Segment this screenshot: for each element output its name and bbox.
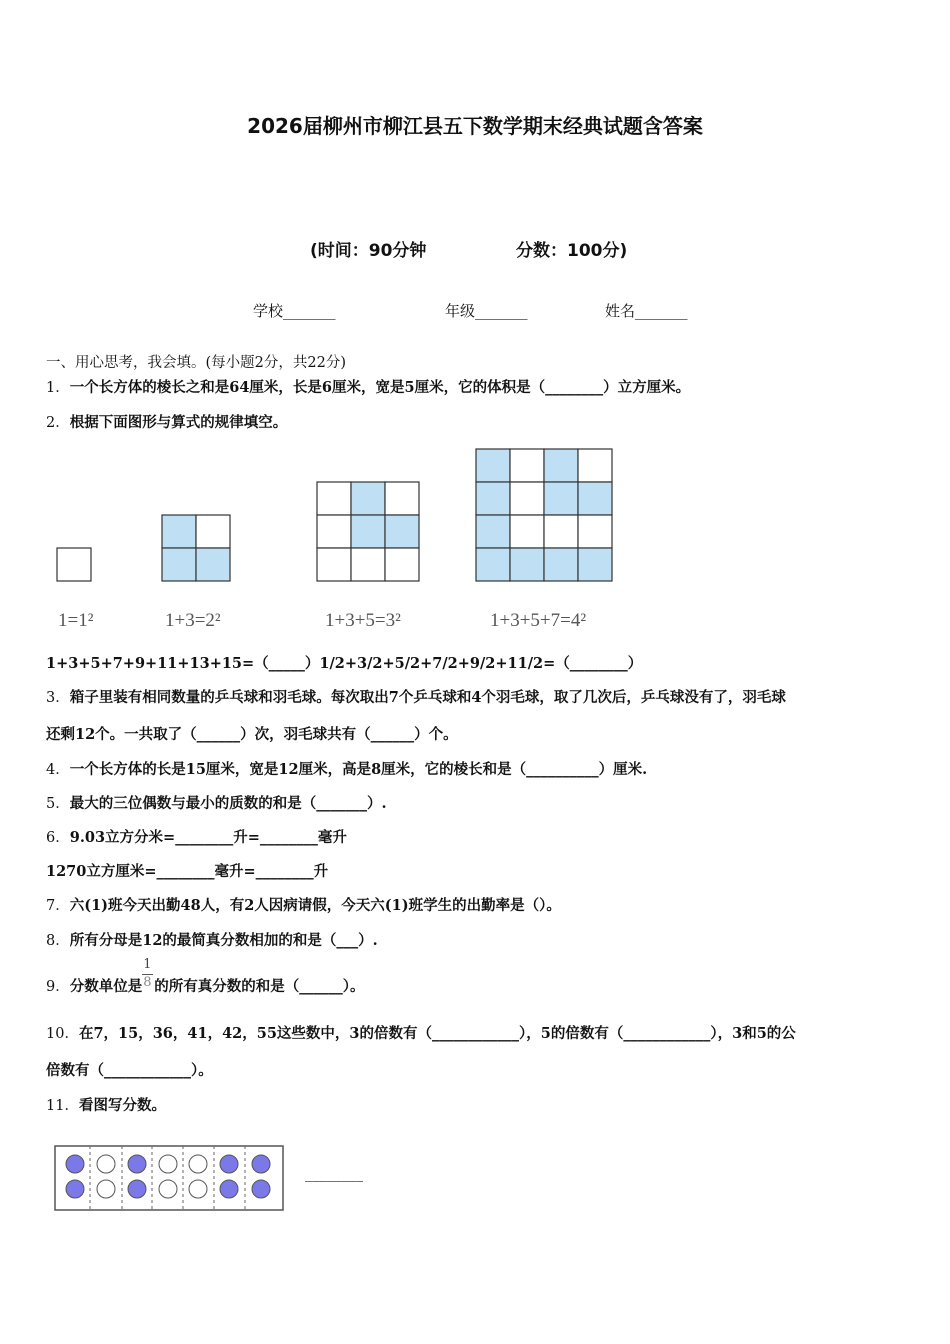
figure-label: 1+3+5+7=4²: [490, 610, 587, 631]
question-number: 3．: [46, 690, 70, 706]
question-6-line2: 1270立方厘米=________毫升=________升: [46, 863, 329, 880]
question-9: [46, 957, 365, 996]
question-number: 8．: [46, 933, 70, 949]
grade-field: 年级_______: [445, 302, 528, 320]
question-number: 11．: [46, 1098, 79, 1114]
question-text: 根据下面图形与算式的规律填空。: [69, 414, 288, 431]
question-text: 箱子里装有相同数量的乒乓球和羽毛球。每次取出7个乒乓球和4个羽毛球，取了几次后，乒乓球没有了，羽毛球: [69, 689, 786, 706]
exam-score: 分数：100分): [516, 241, 628, 261]
question-2: [46, 411, 287, 432]
question-4: [46, 758, 647, 779]
section-heading: 一、用心思考，我会填。(每小题2分，共22分): [46, 355, 346, 371]
question-text: 在7，15，36，41，42，55这些数中，3的倍数有（____________），5的倍数有（____________），3和5的公: [78, 1025, 796, 1042]
question-10: [46, 1022, 796, 1043]
question-text-suffix: 的所有真分数的和是（______）。: [154, 978, 365, 995]
question-8: [46, 929, 378, 950]
question-3: [46, 686, 786, 707]
question-6: [46, 826, 347, 847]
exam-time: (时间：90分钟: [310, 241, 427, 261]
question-text: 一个长方体的长是15厘米，宽是12厘米，高是8厘米，它的棱长和是（__________）厘米.: [69, 761, 648, 778]
school-field: 学校_______: [253, 302, 336, 320]
question-1: [46, 376, 690, 397]
question-number: 10．: [46, 1026, 79, 1042]
question-2-fill: 1+3+5+7+9+11+13+15=（_____）1/2+3/2+5/2+7/2+9/2+11/2=（________）: [46, 655, 643, 672]
question-5: [46, 792, 387, 813]
question-text-prefix: 分数单位是: [69, 978, 143, 995]
fraction-numerator: 1: [143, 957, 152, 972]
fraction-denominator: 8: [143, 975, 152, 990]
question-text: 一个长方体的棱长之和是64厘米，长是6厘米，宽是5厘米，它的体积是（________）立方厘米。: [69, 379, 691, 396]
question-text: 六(1)班今天出勤48人，有2人因病请假，今天六(1)班学生的出勤率是（）。: [69, 897, 561, 914]
question-number: 6．: [46, 830, 70, 846]
figure-label: 1+3=2²: [165, 610, 221, 631]
question-number: 2．: [46, 415, 70, 431]
question-number: 9．: [46, 979, 70, 995]
figure-label: 1=1²: [58, 610, 94, 631]
fraction-one-eighth: [142, 957, 154, 990]
question-text: 最大的三位偶数与最小的质数的和是（_______）.: [69, 795, 387, 812]
question-text: 9.03立方分米=________升=________毫升: [69, 829, 347, 846]
question-10-line2: 倍数有（____________）。: [46, 1062, 213, 1079]
question-number: 7．: [46, 898, 70, 914]
answer-blank[interactable]: ________: [305, 1166, 363, 1182]
name-field: 姓名_______: [605, 302, 688, 320]
question-number: 5．: [46, 796, 70, 812]
circle-fraction-figure: [50, 1140, 290, 1216]
figure-label: 1+3+5=3²: [325, 610, 401, 631]
question-number: 4．: [46, 762, 70, 778]
square-pattern-figure: [0, 440, 950, 640]
question-number: 1．: [46, 380, 70, 396]
page-title: 2026届柳州市柳江县五下数学期末经典试题含答案: [247, 114, 703, 138]
question-11: [46, 1094, 166, 1115]
question-text: 看图写分数。: [78, 1097, 166, 1114]
question-3-line2: 还剩12个。一共取了（______）次，羽毛球共有（______）个。: [46, 726, 458, 743]
question-7: [46, 894, 561, 915]
question-text: 所有分母是12的最简真分数相加的和是（___）.: [69, 932, 378, 949]
